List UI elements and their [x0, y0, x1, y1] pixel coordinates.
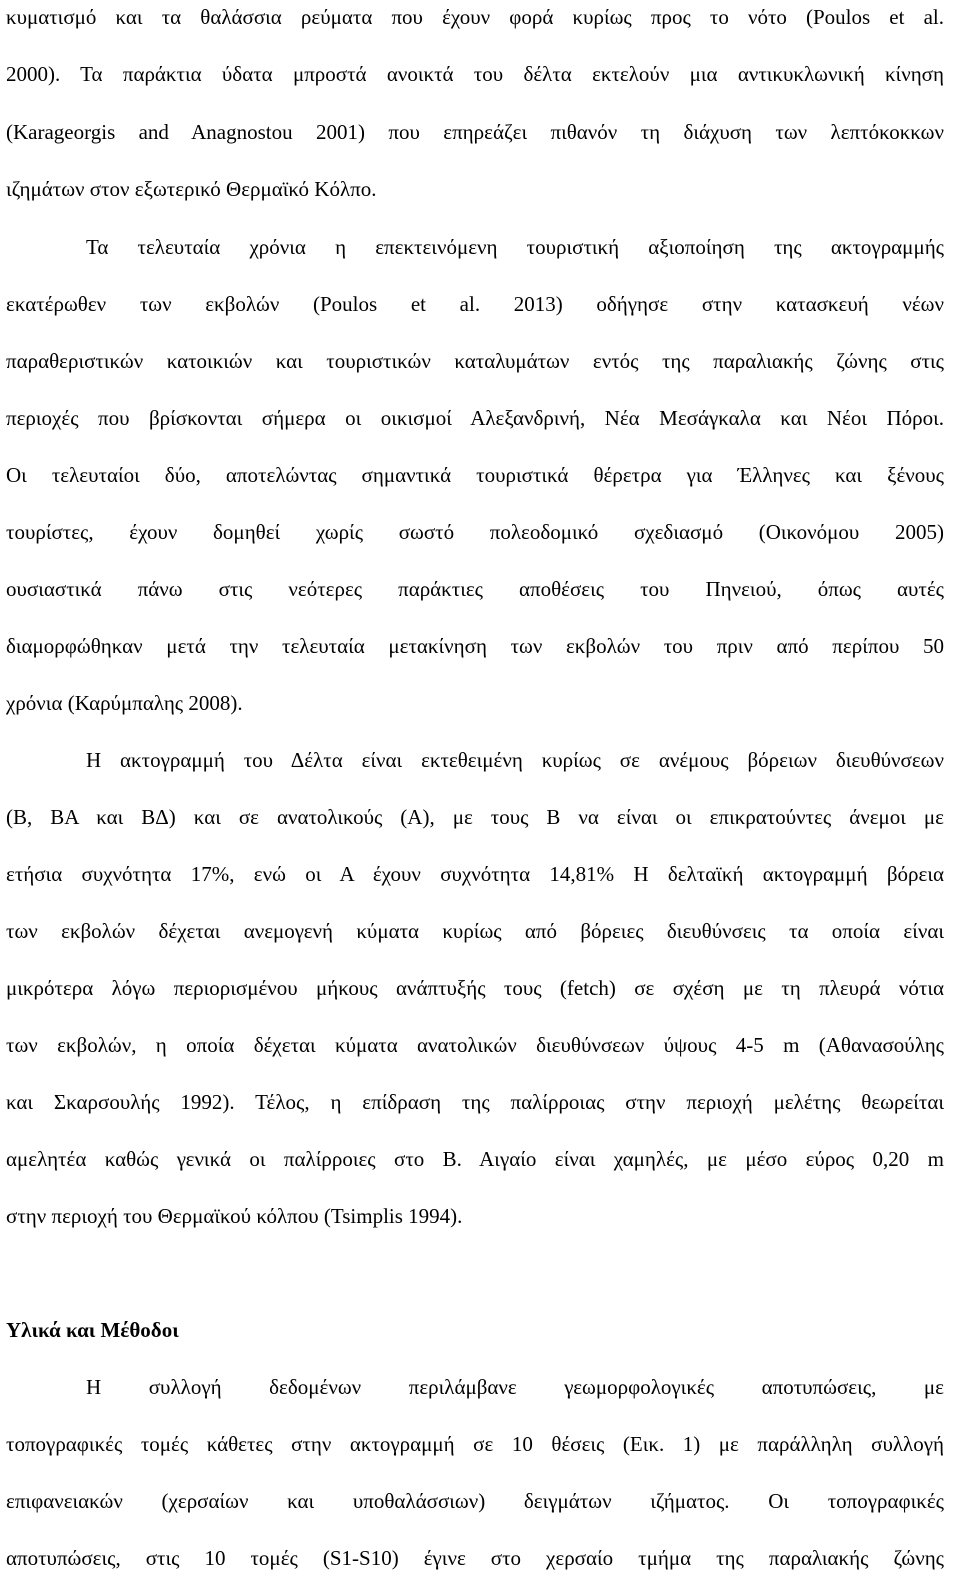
text-line: ετήσια συχνότητα 17%, ενώ οι Α έχουν συχνότητα 14,81% Η δελταϊκή ακτογραμμή βόρεια: [6, 862, 944, 886]
text-line: (Β, ΒΑ και ΒΔ) και σε ανατολικούς (Α), με τους Β να είναι οι επικρατούντες άνεμοι με: [6, 805, 944, 829]
text-line: αμελητέα καθώς γενικά οι παλίρροιες στο Β. Αιγαίο είναι χαμηλές, με μέσο εύρος 0,20 m: [6, 1147, 944, 1171]
text-line: αποτυπώσεις, στις 10 τομές (S1-S10) έγινε στο χερσαίο τμήμα της παραλιακής ζώνης: [6, 1546, 944, 1570]
text-line: περιοχές που βρίσκονται σήμερα οι οικισμοί Αλεξανδρινή, Νέα Μεσάγκαλα και Νέοι Πόροι.: [6, 406, 944, 430]
text-line: Η ακτογραμμή του Δέλτα είναι εκτεθειμένη κυρίως σε ανέμους βόρειων διευθύνσεων: [86, 748, 944, 772]
text-line: τοπογραφικές τομές κάθετες στην ακτογραμμή σε 10 θέσεις (Εικ. 1) με παράλληλη συλλογή: [6, 1432, 944, 1456]
text-line: των εκβολών, η οποία δέχεται κύματα ανατολικών διευθύνσεων ύψους 4-5 m (Αθανασούλης: [6, 1033, 944, 1057]
text-line: μικρότερα λόγω περιορισμένου μήκους ανάπτυξής τους (fetch) σε σχέση με τη πλευρά νότια: [6, 976, 944, 1000]
text-line: Τα τελευταία χρόνια η επεκτεινόμενη τουριστική αξιοποίηση της ακτογραμμής: [86, 235, 944, 259]
text-line: στην περιοχή του Θερμαϊκού κόλπου (Tsimplis 1994).: [6, 1204, 463, 1228]
text-line: τουρίστες, έχουν δομηθεί χωρίς σωστό πολεοδομικό σχεδιασμό (Οικονόμου 2005): [6, 520, 944, 544]
text-line: παραθεριστικών κατοικιών και τουριστικών καταλυμάτων εντός της παραλιακής ζώνης στις: [6, 349, 944, 373]
text-line: 2000). Τα παράκτια ύδατα μπροστά ανοικτά του δέλτα εκτελούν μια αντικυκλωνική κίνηση: [6, 62, 944, 86]
text-line: ουσιαστικά πάνω στις νεότερες παράκτιες αποθέσεις του Πηνειού, όπως αυτές: [6, 577, 944, 601]
text-line: κυματισμό και τα θαλάσσια ρεύματα που έχουν φορά κυρίως προς το νότο (Poulos et al.: [6, 5, 944, 29]
text-line: ιζημάτων στον εξωτερικό Θερμαϊκό Κόλπο.: [6, 177, 377, 201]
text-line: διαμορφώθηκαν μετά την τελευταία μετακίνηση των εκβολών του πριν από περίπου 50: [6, 634, 944, 658]
text-line: των εκβολών δέχεται ανεμογενή κύματα κυρίως από βόρειες διευθύνσεις τα οποία είναι: [6, 919, 944, 943]
text-line: χρόνια (Καρύμπαλης 2008).: [6, 691, 243, 715]
text-line: επιφανειακών (χερσαίων και υποθαλάσσιων) δειγμάτων ιζήματος. Οι τοπογραφικές: [6, 1489, 944, 1513]
text-line: (Karageorgis and Anagnostou 2001) που επηρεάζει πιθανόν τη διάχυση των λεπτόκοκκων: [6, 120, 944, 144]
text-line: Οι τελευταίοι δύο, αποτελώντας σημαντικά τουριστικά θέρετρα για Έλληνες και ξένους: [6, 463, 944, 487]
text-line: Η συλλογή δεδομένων περιλάμβανε γεωμορφολογικές αποτυπώσεις, με: [86, 1375, 944, 1399]
section-heading: Υλικά και Μέθοδοι: [6, 1318, 179, 1342]
text-line: και Σκαρσουλής 1992). Τέλος, η επίδραση της παλίρροιας στην περιοχή μελέτης θεωρείται: [6, 1090, 944, 1114]
text-line: εκατέρωθεν των εκβολών (Poulos et al. 2013) οδήγησε στην κατασκευή νέων: [6, 292, 944, 316]
